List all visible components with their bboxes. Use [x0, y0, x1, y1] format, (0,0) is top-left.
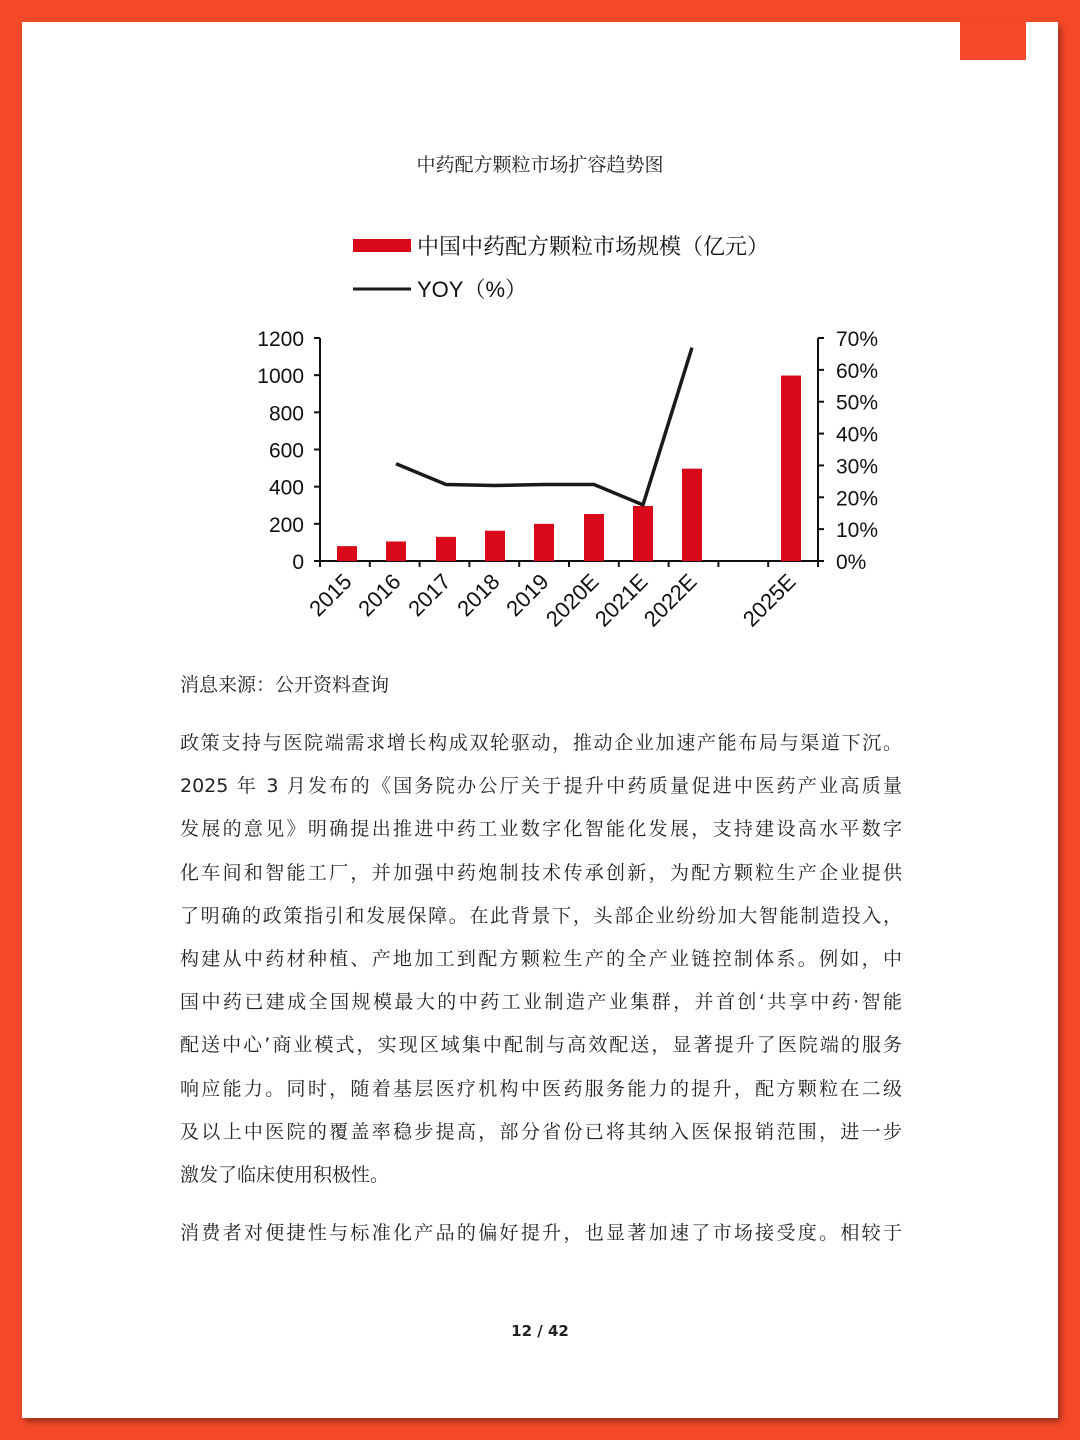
- paragraph-line: 配送中心’商业模式，实现区域集中配制与高效配送，显著提升了医院端的服务: [180, 1034, 902, 1057]
- bar-2016: [386, 541, 406, 561]
- y-right-tick-label: 10%: [836, 519, 879, 543]
- y-right-tick-label: 20%: [836, 487, 879, 511]
- bar-2015: [337, 546, 357, 561]
- bar-2021E: [633, 506, 653, 561]
- bar-2018: [485, 531, 505, 561]
- y-left-tick-label: 600: [268, 439, 304, 463]
- paragraph-line: 及以上中医院的覆盖率稳步提高，部分省份已将其纳入医保报销范围，进一步: [180, 1120, 902, 1143]
- y-right-tick-label: 60%: [836, 359, 879, 383]
- paragraph-line: 了明确的政策指引和发展保障。在此背景下，头部企业纷纷加大智能制造投入，: [180, 904, 902, 927]
- yoy-line: [396, 348, 692, 505]
- y-left-tick-label: 1000: [257, 365, 304, 389]
- y-right-tick-label: 50%: [836, 391, 879, 415]
- y-right-tick-label: 70%: [836, 328, 879, 351]
- y-left-tick-label: 0: [292, 551, 304, 574]
- x-label-2019: 2019: [501, 568, 554, 622]
- y-right-tick-label: 30%: [836, 455, 879, 479]
- paragraph-1: [180, 728, 902, 1203]
- source-note: 消息来源：公开资料查询: [180, 674, 390, 696]
- paragraph-line: 化车间和智能工厂，并加强中药炮制技术传承创新，为配方颗粒生产企业提供: [180, 861, 902, 884]
- paragraph-line: 政策支持与医院端需求增长构成双轮驱动，推动企业加速产能布局与渠道下沉。: [180, 732, 902, 754]
- x-label-2021E: 2021E: [589, 568, 653, 632]
- x-label-2020E: 2020E: [540, 568, 604, 632]
- bar-2022E: [682, 469, 702, 561]
- x-label-2025E: 2025E: [737, 568, 801, 632]
- paragraph-line: 构建从中药材种植、产地加工到配方颗粒生产的全产业链控制体系。例如，中: [180, 947, 902, 970]
- y-right-tick-label: 40%: [836, 423, 879, 447]
- x-label-2016: 2016: [353, 568, 406, 622]
- x-label-2018: 2018: [452, 568, 505, 622]
- y-left-tick-label: 200: [268, 513, 304, 537]
- legend-bar-label: 中国中药配方颗粒市场规模（亿元）: [417, 234, 770, 259]
- paragraph-line: 消费者对便捷性与标准化产品的偏好提升，也显著加速了市场接受度。相较于: [180, 1222, 902, 1244]
- legend-bar-swatch: [353, 239, 411, 252]
- paragraph-line: 响应能力。同时，随着基层医疗机构中医药服务能力的提升，配方颗粒在二级: [180, 1077, 902, 1100]
- x-label-2017: 2017: [403, 568, 456, 622]
- market-chart: [0, 0, 1080, 660]
- y-left-tick-label: 800: [268, 402, 304, 426]
- bar-2019: [534, 524, 554, 561]
- figure-title: 中药配方颗粒市场扩容趋势图: [416, 154, 664, 176]
- paragraph-line: 2025 年 3 月发布的《国务院办公厅关于提升中药质量促进中医药产业高质量: [180, 775, 902, 798]
- bar-2017: [436, 537, 456, 561]
- x-label-2022E: 2022E: [638, 568, 702, 632]
- paragraph-2: [180, 1218, 902, 1261]
- legend-line-label: YOY（%）: [417, 277, 528, 302]
- y-right-tick-label: 0%: [836, 551, 867, 574]
- bar-2020E: [584, 514, 604, 561]
- bar-2025E: [781, 376, 801, 561]
- paragraph-line: 发展的意见》明确提出推进中药工业数字化智能化发展，支持建设高水平数字: [180, 818, 902, 841]
- y-left-tick-label: 1200: [257, 328, 304, 351]
- x-label-2015: 2015: [304, 568, 357, 622]
- y-left-tick-label: 400: [268, 476, 304, 500]
- paragraph-line: 激发了临床使用积极性。: [180, 1163, 390, 1186]
- page-number: 12 / 42: [511, 1322, 569, 1340]
- paragraph-line: 国中药已建成全国规模最大的中药工业制造产业集群，并首创‘共享中药·智能: [180, 991, 902, 1014]
